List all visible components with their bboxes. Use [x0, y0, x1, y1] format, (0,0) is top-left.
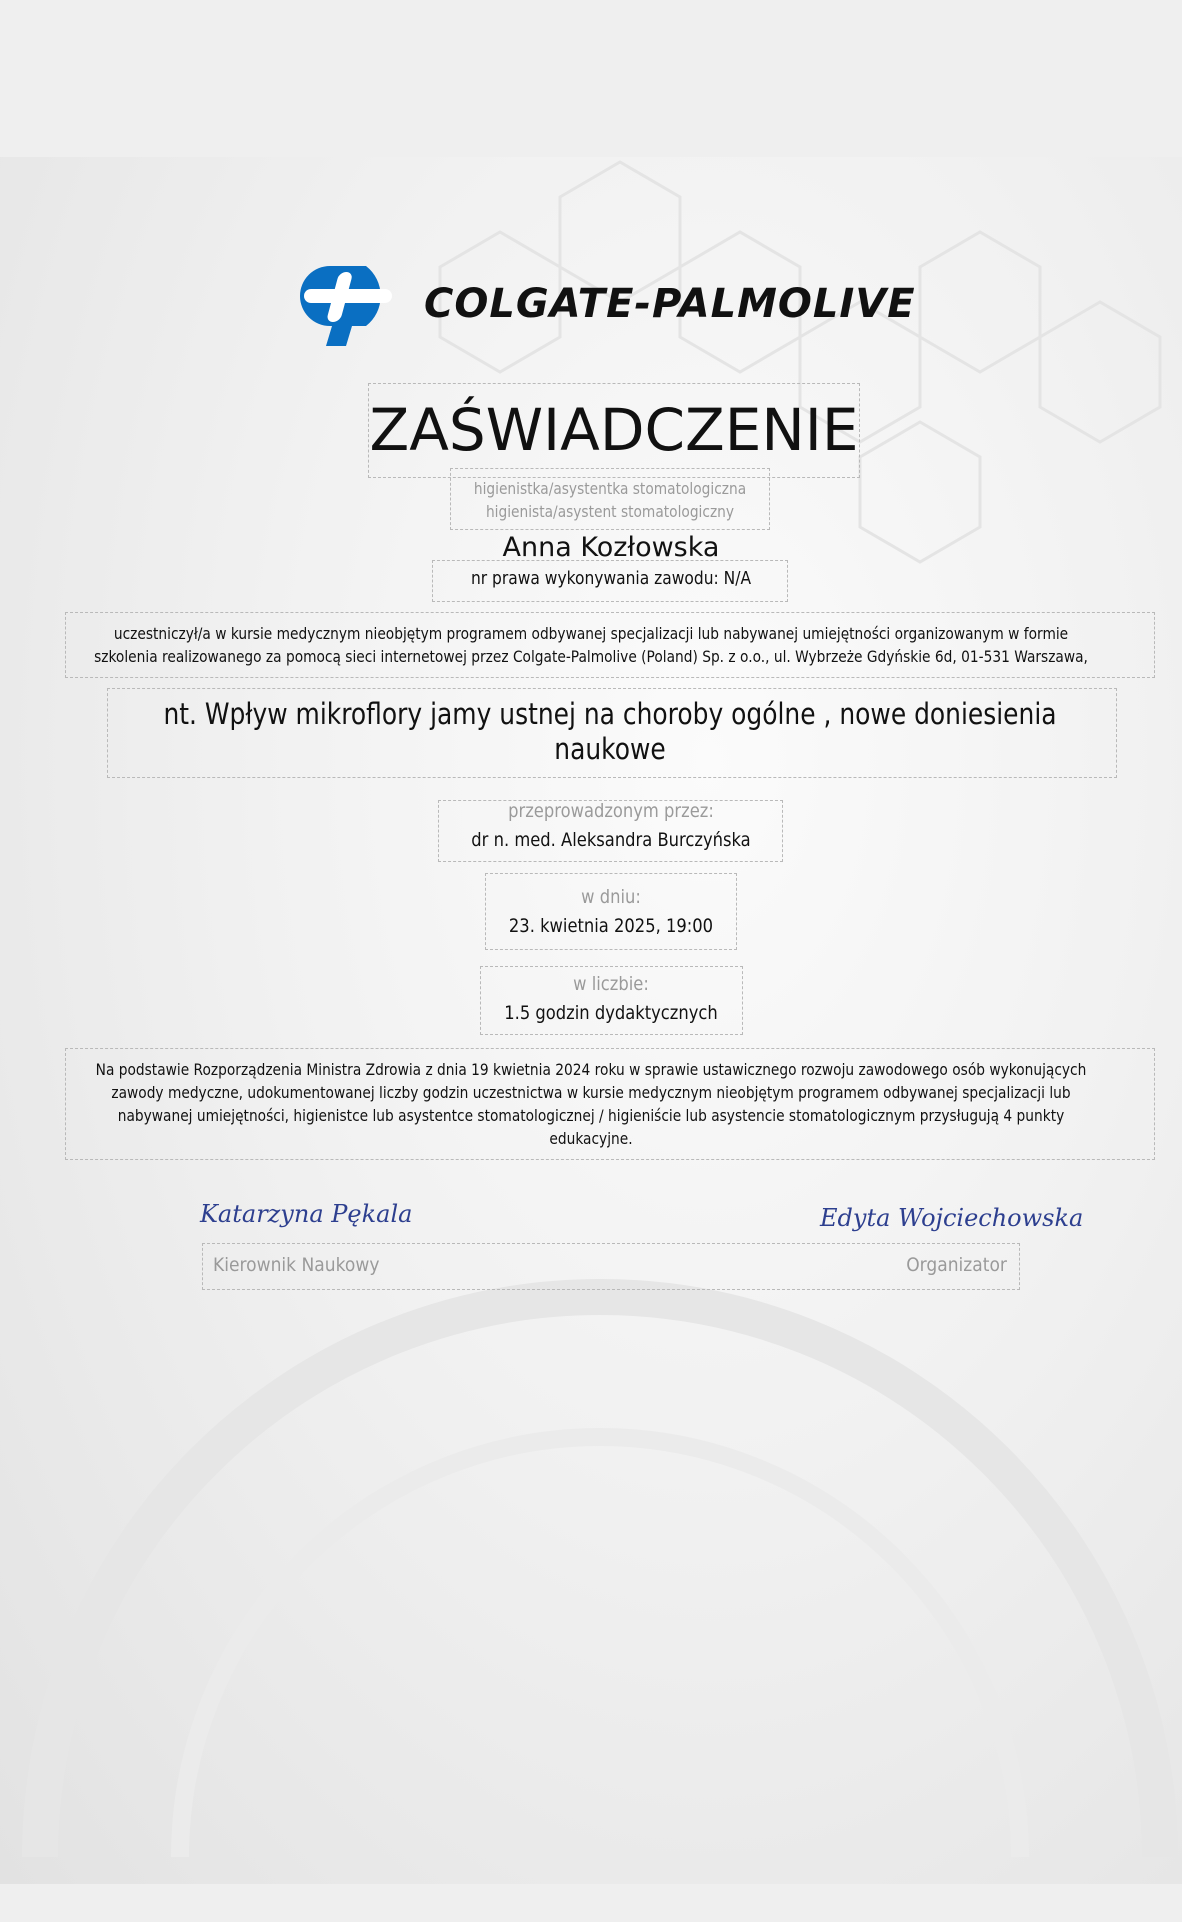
- teaching-hours: 1.5 godzin dydaktycznych: [504, 1002, 718, 1024]
- profession-line-1: higienistka/asystentka stomatologiczna: [473, 479, 747, 498]
- license-number: nr prawa wykonywania zawodu: N/A: [470, 568, 752, 589]
- signature-left: Katarzyna Pękala: [200, 1200, 413, 1228]
- date-label: w dniu:: [581, 886, 641, 908]
- course-topic-line-1: nt. Wpływ mikroflory jamy ustnej na choroby ogólne , nowe doniesienia: [163, 697, 1057, 731]
- profession-line-2: higienista/asystent stomatologiczny: [485, 502, 735, 521]
- bottom-margin: [0, 1884, 1182, 1922]
- signature-role-right: Organizator: [906, 1254, 1007, 1276]
- participant-name: Anna Kozłowska: [502, 532, 720, 563]
- lecturer-label: przeprowadzonym przez:: [508, 800, 714, 822]
- legal-line-4: edukacyjne.: [549, 1129, 633, 1148]
- course-topic-line-2: naukowe: [554, 732, 666, 766]
- colgate-palmolive-logo-icon: [290, 262, 406, 346]
- logo-text: COLGATE-PALMOLIVE: [424, 281, 916, 327]
- signature-role-left: Kierownik Naukowy: [213, 1254, 380, 1276]
- company-logo: [290, 262, 916, 346]
- course-date: 23. kwietnia 2025, 19:00: [508, 915, 714, 937]
- intro-line-2: szkolenia realizowanego za pomocą sieci internetowej przez Colgate-Palmolive (Poland) Sp. z o.o., ul. Wybrzeże Gdyńskie 6d, 01-531 Warszawa,: [94, 647, 1088, 666]
- legal-line-1: Na podstawie Rozporządzenia Ministra Zdrowia z dnia 19 kwietnia 2024 roku w sprawie ustawicznego rozwoju zawodowego osób wykonujących: [95, 1060, 1087, 1079]
- intro-line-1: uczestniczył/a w kursie medycznym nieobjętym programem odbywanej specjalizacji lub nabywanej umiejętności organizowanym w formie: [113, 624, 1069, 643]
- legal-line-2: zawody medyczne, udokumentowanej liczby godzin uczestnictwa w kursie medycznym nieobjętym programem odbywanej specjalizacji lub: [111, 1083, 1071, 1102]
- lecturer-name: dr n. med. Aleksandra Burczyńska: [471, 829, 751, 851]
- legal-line-3: nabywanej umiejętności, higienistce lub asystentce stomatologicznej / higieniście lub asystencie stomatologicznym przysługują 4 punkty: [117, 1106, 1065, 1125]
- signature-right: Edyta Wojciechowska: [820, 1204, 1084, 1232]
- page-title: ZAŚWIADCZENIE: [369, 396, 859, 464]
- hours-label: w liczbie:: [573, 973, 649, 995]
